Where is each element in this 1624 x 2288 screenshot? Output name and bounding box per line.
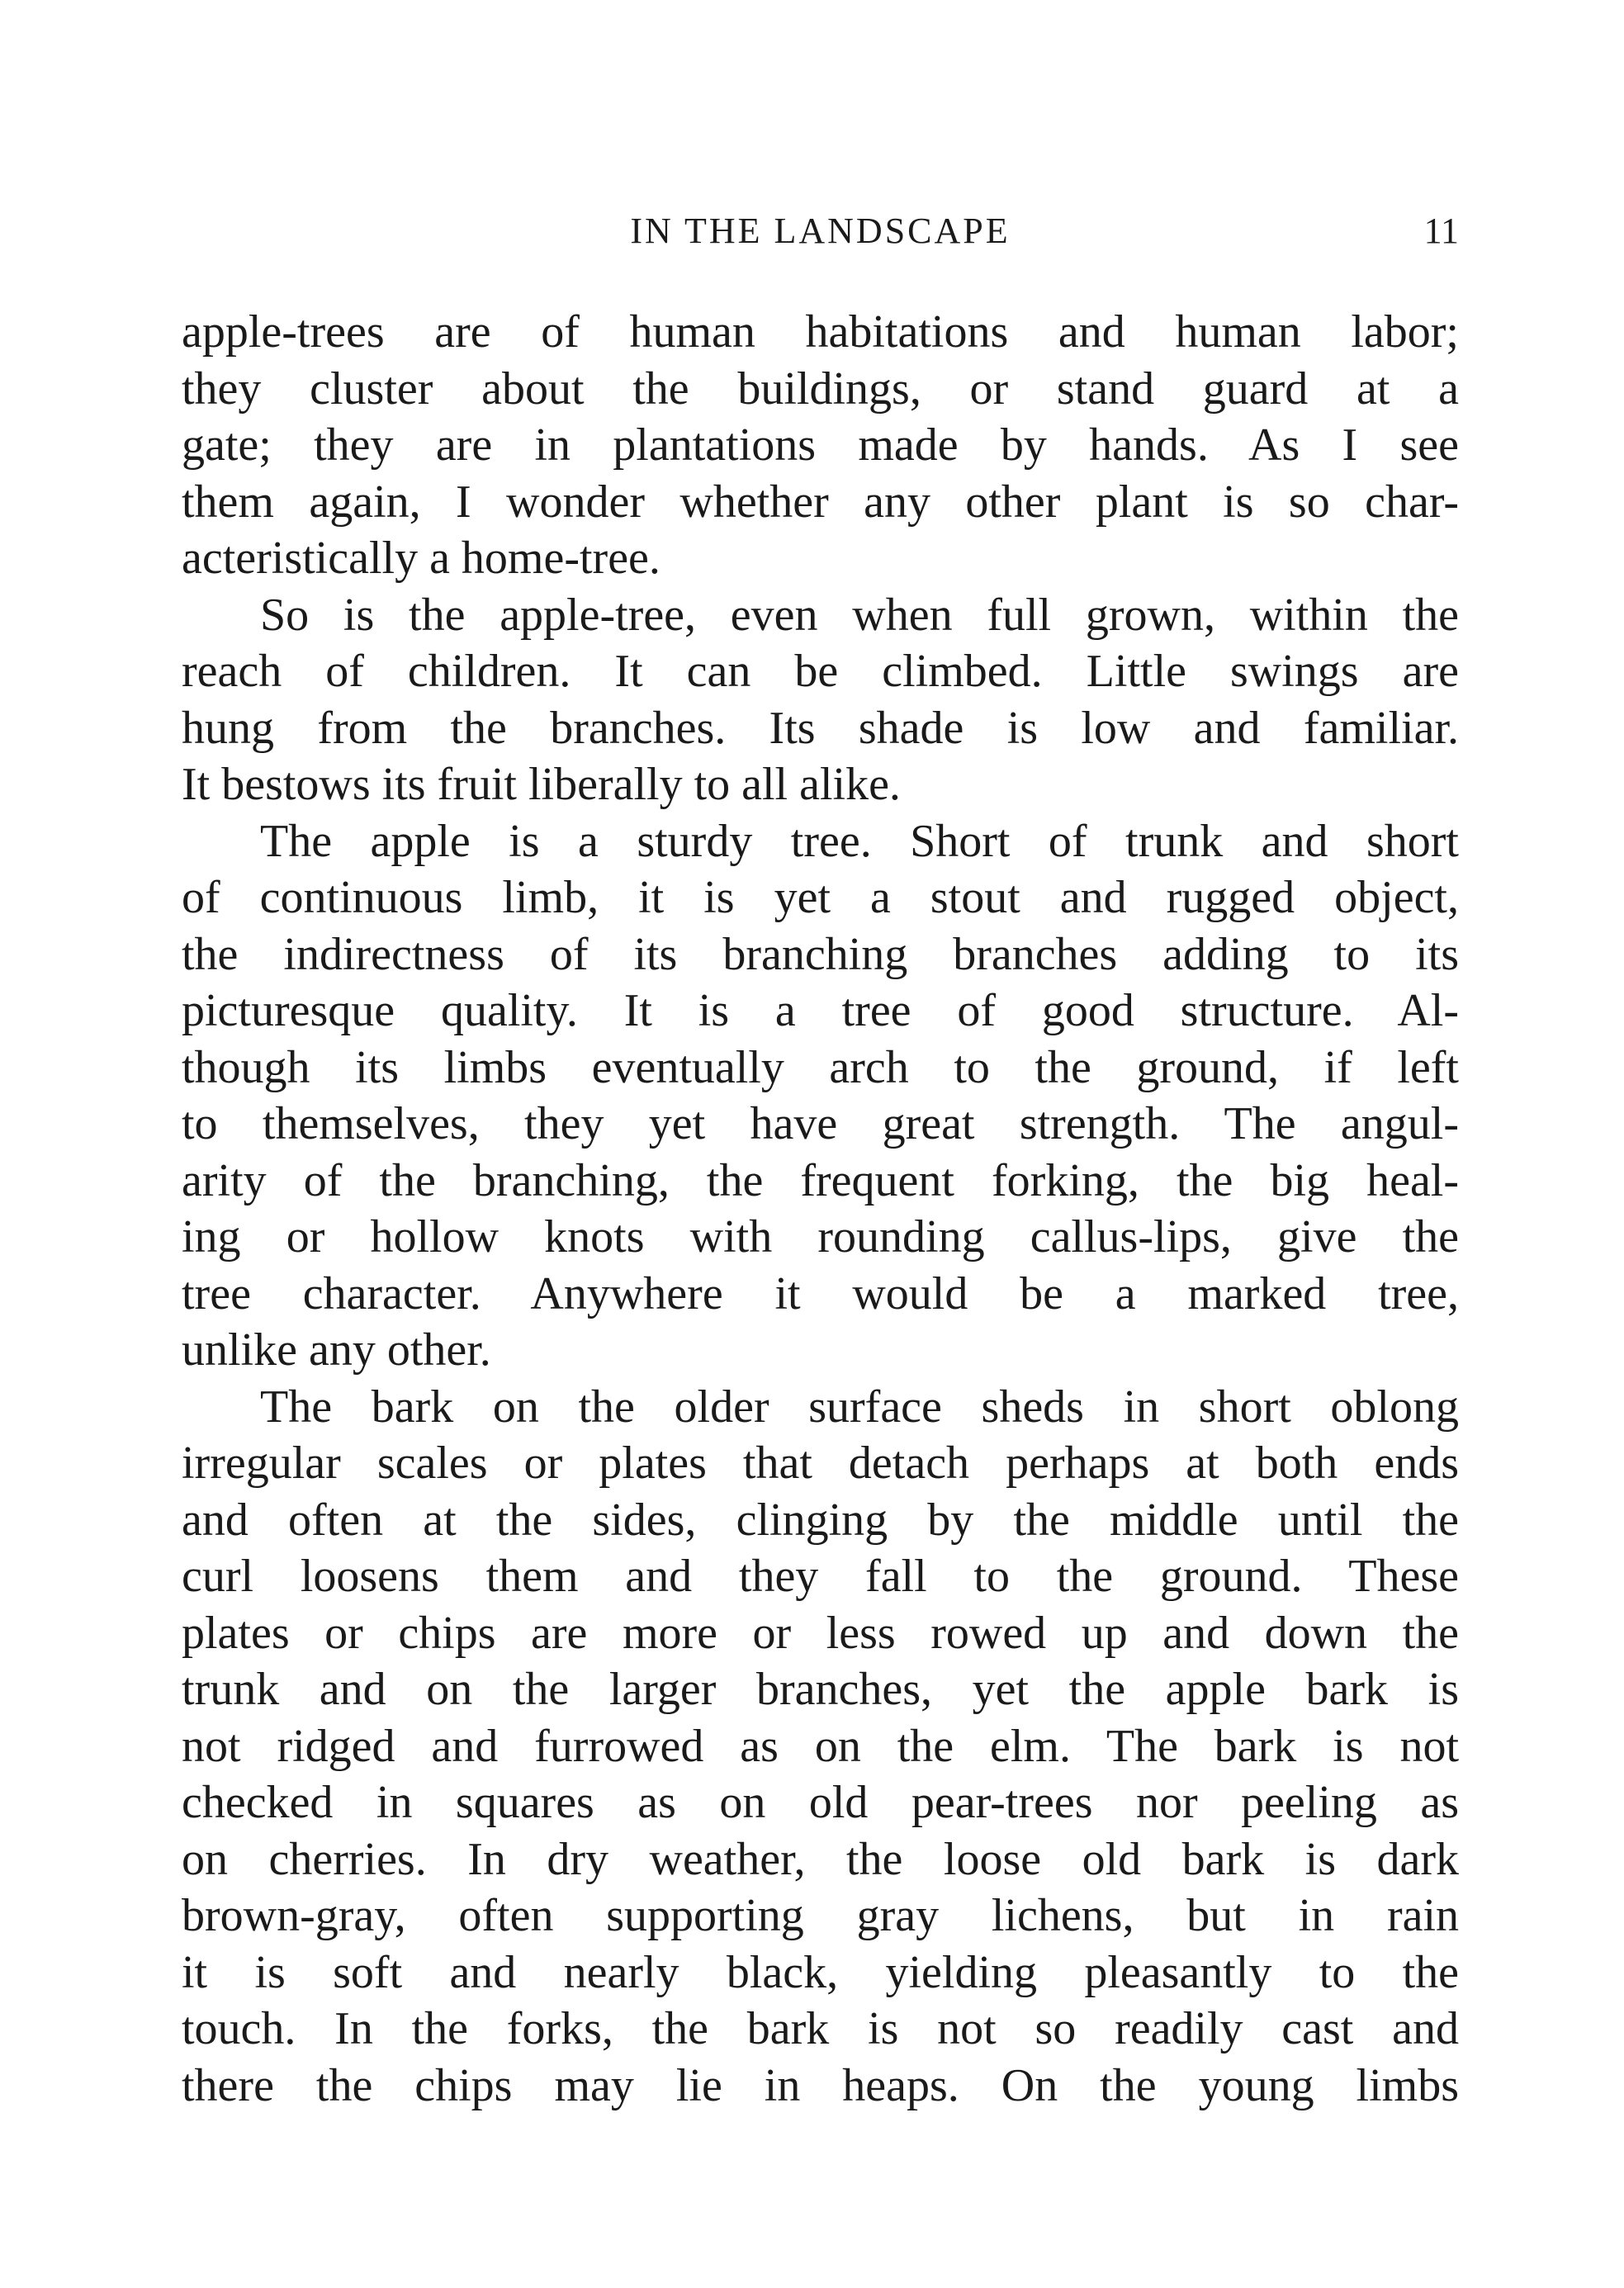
body-text: [182, 304, 1459, 2114]
text-line: it is soft and nearly black, yielding pleasantly to the: [182, 1946, 1459, 1998]
text-line: trunk and on the larger branches, yet the apple bark is: [182, 1664, 1459, 1715]
text-line: irregular scales or plates that detach perhaps at both ends: [182, 1438, 1459, 1489]
text-line: touch. In the forks, the bark is not so readily cast and: [182, 2003, 1459, 2054]
page-header: [182, 210, 1459, 251]
text-line: The bark on the older surface sheds in short oblong: [260, 1381, 1459, 1433]
text-line: gate; they are in plantations made by hands. As I see: [182, 419, 1459, 471]
text-line: hung from the branches. Its shade is low and familiar.: [182, 702, 1459, 754]
text-line: apple-trees are of human habitations and human labor;: [182, 306, 1459, 358]
running-title: IN THE LANDSCAPE: [630, 211, 1011, 251]
text-line: tree character. Anywhere it would be a marked tree,: [182, 1267, 1459, 1319]
text-line: on cherries. In dry weather, the loose old bark is dark: [182, 1833, 1459, 1885]
text-line: acteristically a home-tree.: [182, 533, 660, 584]
text-line: ing or hollow knots with rounding callus-lips, give the: [182, 1211, 1459, 1262]
text-line: The apple is a sturdy tree. Short of trunk and short: [260, 815, 1459, 867]
text-line: and often at the sides, clinging by the middle until the: [182, 1494, 1459, 1546]
text-line: there the chips may lie in heaps. On the young limbs: [182, 2059, 1459, 2111]
text-line: unlike any other.: [182, 1324, 491, 1376]
text-line: picturesque quality. It is a tree of good structure. Al-: [182, 985, 1459, 1036]
text-line: to themselves, they yet have great strength. The angul-: [182, 1098, 1459, 1149]
text-line: not ridged and furrowed as on the elm. The bark is not: [182, 1720, 1459, 1772]
text-line: arity of the branching, the frequent forking, the big heal-: [182, 1154, 1459, 1206]
text-line: plates or chips are more or less rowed up and down the: [182, 1607, 1459, 1659]
text-line: though its limbs eventually arch to the ground, if left: [182, 1041, 1459, 1093]
text-line: brown-gray, often supporting gray lichens, but in rain: [182, 1890, 1459, 1941]
text-line: they cluster about the buildings, or stand guard at a: [182, 362, 1459, 414]
text-line: of continuous limb, it is yet a stout and rugged object,: [182, 872, 1459, 923]
text-line: the indirectness of its branching branches adding to its: [182, 928, 1459, 980]
text-line: So is the apple-tree, even when full grown, within the: [260, 589, 1459, 641]
text-line: checked in squares as on old pear-trees nor peeling as: [182, 1777, 1459, 1828]
page-number: 11: [1423, 211, 1459, 251]
text-line: reach of children. It can be climbed. Little swings are: [182, 646, 1459, 697]
text-line: curl loosens them and they fall to the ground. These: [182, 1551, 1459, 1602]
text-line: them again, I wonder whether any other plant is so char-: [182, 476, 1459, 528]
text-line: It bestows its fruit liberally to all alike.: [182, 759, 901, 810]
